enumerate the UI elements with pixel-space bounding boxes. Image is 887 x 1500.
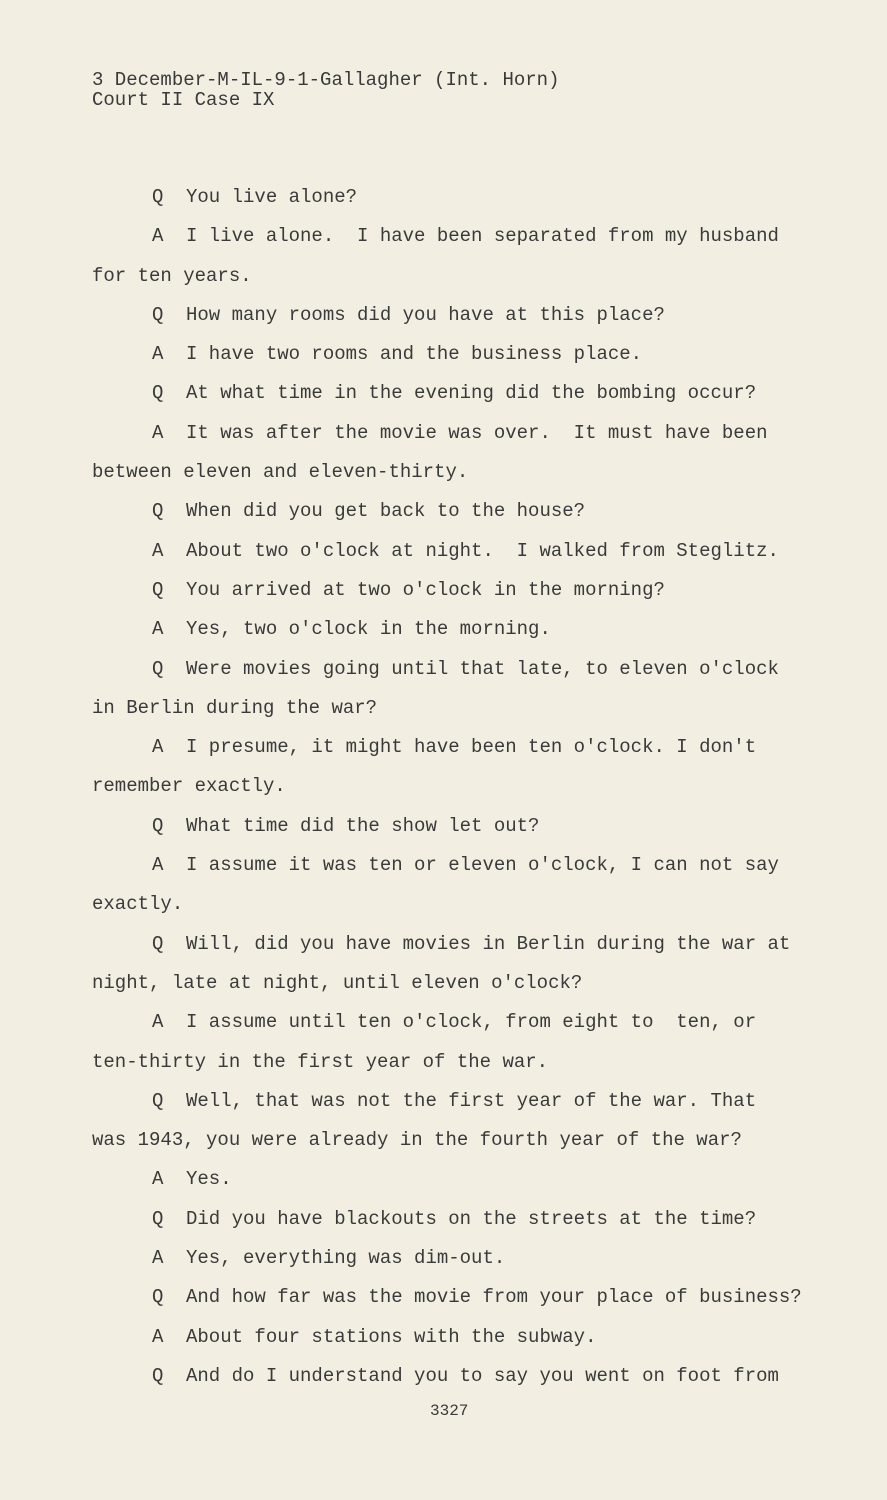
- transcript-line: [0, 970, 887, 1009]
- header-line-1: 3 December-M-IL-9-1-Gallagher (Int. Horn): [92, 69, 560, 91]
- speaker-label: Q: [152, 303, 164, 326]
- transcript-line: [0, 577, 887, 616]
- line-text: I presume, it might have been ten o'clock. I don't: [186, 736, 757, 759]
- header-line-2: Court II Case IX: [92, 89, 275, 111]
- transcript-line: [0, 891, 887, 930]
- speaker-label: Q: [152, 657, 164, 680]
- line-text: Yes, two o'clock in the morning.: [186, 618, 551, 641]
- transcript-line: [0, 1166, 887, 1205]
- line-text: How many rooms did you have at this place?: [186, 303, 665, 326]
- speaker-label: A: [152, 1325, 164, 1348]
- transcript-line: [0, 1088, 887, 1127]
- line-text: What time did the show let out?: [186, 814, 540, 837]
- speaker-label: A: [152, 539, 164, 562]
- line-text: in Berlin during the war?: [92, 696, 378, 719]
- transcript-line: [0, 1049, 887, 1088]
- page-number: 3327: [430, 1402, 469, 1420]
- speaker-label: A: [152, 736, 164, 759]
- speaker-label: Q: [152, 1364, 164, 1387]
- line-text: About four stations with the subway.: [186, 1325, 597, 1348]
- transcript-line: [0, 184, 887, 223]
- speaker-label: Q: [152, 186, 164, 208]
- line-text: And do I understand you to say you went on foot from: [186, 1364, 779, 1387]
- speaker-label: Q: [152, 932, 164, 955]
- transcript-line: [0, 695, 887, 734]
- transcript-line: [0, 1009, 887, 1048]
- line-text: I live alone. I have been separated from my husband: [186, 225, 779, 248]
- transcript-line: [0, 1284, 887, 1323]
- line-text: Yes.: [186, 1168, 232, 1191]
- line-text: Will, did you have movies in Berlin during the war at: [186, 932, 791, 955]
- speaker-label: A: [152, 343, 164, 366]
- speaker-label: Q: [152, 814, 164, 837]
- line-text: I assume it was ten or eleven o'clock, I can not say: [186, 854, 779, 877]
- speaker-label: A: [152, 618, 164, 641]
- line-text: ten-thirty in the first year of the war.: [92, 1050, 549, 1073]
- transcript-line: [0, 1127, 887, 1166]
- speaker-label: Q: [152, 1089, 164, 1112]
- transcript-line: [0, 813, 887, 852]
- transcript-line: [0, 1206, 887, 1245]
- line-text: remember exactly.: [92, 775, 286, 798]
- transcript-line: [0, 1324, 887, 1363]
- speaker-label: Q: [152, 500, 164, 523]
- transcript-line: [0, 734, 887, 773]
- line-text: And how far was the movie from your place of business?: [186, 1286, 802, 1309]
- line-text: between eleven and eleven-thirty.: [92, 461, 469, 484]
- header: [92, 70, 559, 110]
- transcript-line: [0, 341, 887, 380]
- line-text: About two o'clock at night. I walked from Steglitz.: [186, 539, 779, 562]
- speaker-label: A: [152, 854, 164, 877]
- line-text: Well, that was not the first year of the war. That: [186, 1089, 757, 1112]
- transcript-line: [0, 302, 887, 341]
- transcript-line: [0, 852, 887, 891]
- speaker-label: Q: [152, 578, 164, 601]
- line-text: Were movies going until that late, to eleven o'clock: [186, 657, 779, 680]
- transcript-line: [0, 656, 887, 695]
- speaker-label: A: [152, 1168, 164, 1191]
- speaker-label: Q: [152, 1286, 164, 1309]
- line-text: You arrived at two o'clock in the morning?: [186, 578, 665, 601]
- transcript-line: [0, 616, 887, 655]
- speaker-label: A: [152, 1247, 164, 1270]
- transcript-line: [0, 380, 887, 419]
- line-text: for ten years.: [92, 264, 252, 287]
- line-text: Yes, everything was dim-out.: [186, 1247, 506, 1270]
- transcript-line: [0, 498, 887, 537]
- speaker-label: A: [152, 421, 164, 444]
- line-text: You live alone?: [186, 186, 358, 208]
- transcript-line: [0, 223, 887, 262]
- line-text: I assume until ten o'clock, from eight to ten, or: [186, 1011, 757, 1034]
- line-text: At what time in the evening did the bombing occur?: [186, 382, 757, 405]
- transcript-line: [0, 1245, 887, 1284]
- transcript-line: [0, 420, 887, 459]
- transcript-line: [0, 773, 887, 812]
- transcript-line: [0, 263, 887, 302]
- line-text: exactly.: [92, 893, 184, 916]
- speaker-label: Q: [152, 1207, 164, 1230]
- transcript-line: [0, 931, 887, 970]
- line-text: Did you have blackouts on the streets at the time?: [186, 1207, 757, 1230]
- line-text: It was after the movie was over. It must have been: [186, 421, 768, 444]
- speaker-label: A: [152, 225, 164, 248]
- transcript-body: [0, 184, 887, 1402]
- speaker-label: A: [152, 1011, 164, 1034]
- line-text: When did you get back to the house?: [186, 500, 586, 523]
- transcript-line: [0, 459, 887, 498]
- transcript-line: [0, 538, 887, 577]
- transcript-line: [0, 1363, 887, 1402]
- line-text: night, late at night, until eleven o'clock?: [92, 971, 583, 994]
- speaker-label: Q: [152, 382, 164, 405]
- line-text: was 1943, you were already in the fourth year of the war?: [92, 1129, 742, 1152]
- line-text: I have two rooms and the business place.: [186, 343, 643, 366]
